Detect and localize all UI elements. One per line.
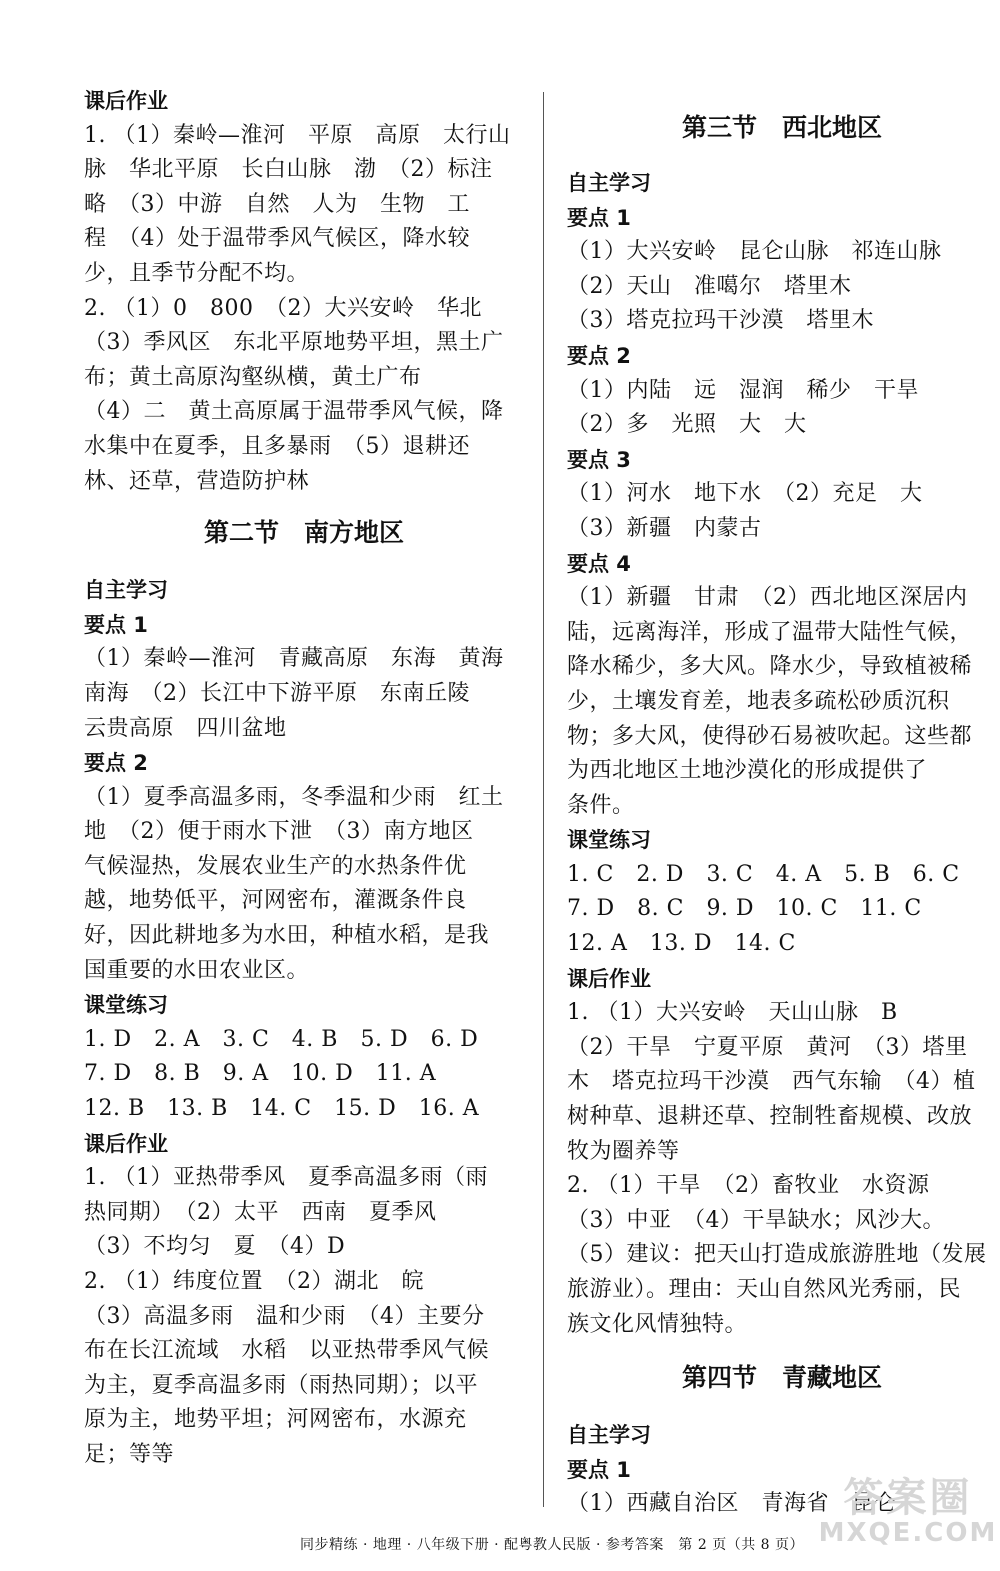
- watermark-logo: [818, 1475, 998, 1548]
- answer-line: 足；等等: [84, 1441, 175, 1467]
- answer-line: （2）天山 准噶尔 塔里木: [567, 273, 852, 299]
- answer-line: （5）建议：把天山打造成旅游胜地（发展: [567, 1242, 987, 1268]
- answer-line: 木 塔克拉玛干沙漠 西气东输 （4）植: [567, 1069, 976, 1095]
- answer-line: （4）二 黄土高原属于温带季风气候，降: [84, 399, 504, 425]
- section-label: 自主学习: [567, 171, 651, 195]
- answer-line: 1. D 2. A 3. C 4. B 5. D 6. D: [84, 1026, 479, 1052]
- answer-line: 为主，夏季高温多雨（雨热同期）；以平: [84, 1372, 479, 1398]
- answer-line: 树种草、退耕还草、控制牲畜规模、改放: [567, 1104, 973, 1130]
- section-label: 课后作业: [567, 966, 651, 991]
- section-label: 课堂练习: [567, 828, 651, 853]
- answer-line: （1）秦岭—淮河 青藏高原 东海 黄海: [84, 646, 504, 672]
- right-column: [567, 108, 997, 1522]
- answer-line: 12. A 13. D 14. C: [567, 931, 796, 957]
- answer-line: 越，地势低平，河网密布，灌溉条件良: [84, 888, 467, 914]
- page-footer: 同步精练 · 地理 · 八年级下册 · 配粤教人民版 · 参考答案 第 2 页（共 8 页）: [300, 1537, 805, 1553]
- answer-line: 2. （1）纬度位置 （2）湖北 皖: [84, 1269, 424, 1294]
- answer-line: （3）中亚 （4）干旱缺水；风沙大。: [567, 1207, 945, 1233]
- answer-line: 7. D 8. B 9. A 10. D 11. A: [84, 1061, 437, 1087]
- answer-block: [84, 119, 524, 500]
- key-point-label: 要点 3: [567, 447, 631, 472]
- answer-line: 2. （1）0 800 （2）大兴安岭 华北: [84, 295, 482, 321]
- answer-line: 布；黄土高原沟壑纵横，黄土广布: [84, 364, 422, 390]
- answer-line: 热同期） （2）太平 西南 夏季风: [84, 1199, 437, 1225]
- answer-line: 水集中在夏季，且多暴雨 （5）退耕还: [84, 433, 470, 459]
- answer-line: （1）内陆 远 湿润 稀少 干旱: [567, 377, 919, 403]
- section-label: 课后作业: [84, 89, 168, 113]
- watermark-text: 答案圈: [843, 1475, 973, 1521]
- answer-line: （1）河水 地下水 （2）充足 大: [567, 481, 923, 507]
- answer-line: （3）高温多雨 温和少雨 （4）主要分: [84, 1303, 485, 1329]
- watermark-url: MXQE.COM: [818, 1518, 998, 1548]
- answer-line: 族文化风情独特。: [567, 1311, 748, 1337]
- answer-line: 脉 华北平原 长白山脉 渤 （2）标注: [84, 157, 493, 183]
- key-point-label: 要点 2: [84, 751, 148, 776]
- answer-line: 物；多大风，使得砂石易被吹起。这些都: [567, 723, 973, 749]
- key-point-label: 要点 1: [567, 205, 631, 230]
- section-label: 自主学习: [84, 578, 168, 603]
- answer-line: （3）新疆 内蒙古: [567, 515, 762, 541]
- answer-line: 降水稀少，多大风。降水少，导致植被稀: [567, 654, 973, 680]
- answer-line: 少，且季节分配不均。: [84, 260, 310, 286]
- answer-line: 7. D 8. C 9. D 10. C 11. C: [567, 896, 922, 922]
- section-label: 课后作业: [84, 1131, 168, 1156]
- answer-line: 2. （1）干旱 （2）畜牧业 水资源: [567, 1173, 930, 1199]
- answer-line: 少，土壤发育差，地表多疏松砂质沉积: [567, 688, 950, 714]
- answer-line: 牧为圈养等: [567, 1138, 680, 1164]
- answer-line: 1. （1）亚热带季风 夏季高温多雨（雨: [84, 1165, 488, 1191]
- answer-line: （1）夏季高温多雨，冬季温和少雨 红土: [84, 784, 504, 810]
- answer-line: 为西北地区土地沙漠化的形成提供了: [567, 758, 928, 784]
- answer-line: 条件。: [567, 792, 635, 818]
- answer-line: （3）季风区 东北平原地势平坦，黑土广: [84, 330, 504, 356]
- section-heading: 第三节 西北地区: [681, 113, 882, 142]
- section-heading: 第四节 青藏地区: [681, 1363, 882, 1393]
- answer-line: 好，因此耕地多为水田，种植水稻，是我: [84, 923, 490, 949]
- answer-line: 南海 （2）长江中下游平原 东南丘陵: [84, 680, 470, 706]
- answer-line: 地 （2）便于雨水下泄 （3）南方地区: [84, 819, 474, 845]
- answer-line: 林、还草，营造防护林: [84, 468, 310, 494]
- answer-line: （3）塔克拉玛干沙漠 塔里木: [567, 308, 874, 334]
- left-column: [84, 84, 524, 1473]
- answer-line: 1. C 2. D 3. C 4. A 5. B 6. C: [567, 861, 960, 887]
- answer-line: （2）干旱 宁夏平原 黄河 （3）塔里: [567, 1034, 968, 1060]
- section-heading: 第二节 南方地区: [203, 518, 404, 548]
- section-label: 自主学习: [567, 1423, 651, 1448]
- answer-line: 12. B 13. B 14. C 15. D 16. A: [84, 1096, 480, 1122]
- answer-line: 陆，远离海洋，形成了温带大陆性气候，: [567, 619, 973, 645]
- key-point-label: 要点 2: [567, 343, 631, 368]
- answer-line: 略 （3）中游 自然 人为 生物 工: [84, 191, 470, 217]
- answer-line: 云贵高原 四川盆地: [84, 715, 287, 741]
- answer-line: 原为主，地势平坦；河网密布，水源充: [84, 1407, 467, 1433]
- answer-line: 程 （4）处于温带季风气候区，降水较: [84, 226, 470, 252]
- answer-line: 旅游业）。理由：天山自然风光秀丽，民: [567, 1277, 962, 1302]
- answer-line: （1）大兴安岭 昆仑山脉 祁连山脉: [567, 239, 942, 265]
- answer-line: 布在长江流域 水稻 以亚热带季风气候: [84, 1338, 490, 1364]
- answer-line: 1. （1）秦岭—淮河 平原 高原 太行山: [84, 122, 511, 148]
- answer-line: 气候湿热，发展农业生产的水热条件优: [84, 853, 467, 879]
- column-divider: [543, 92, 544, 1507]
- answer-line: （2）多 光照 大 大: [567, 412, 807, 438]
- answer-line: （3）不均匀 夏 （4）D: [84, 1234, 346, 1260]
- key-point-label: 要点 1: [567, 1457, 631, 1482]
- answer-line: （1）新疆 甘肃 （2）西北地区深居内: [567, 585, 968, 611]
- answer-line: （1）西藏自治区 青海省 昆仑: [567, 1491, 897, 1517]
- answer-line: 1. （1）大兴安岭 天山山脉 B: [567, 1000, 898, 1026]
- section-label: 课堂练习: [84, 993, 168, 1018]
- key-point-label: 要点 4: [567, 551, 631, 576]
- key-point-label: 要点 1: [84, 612, 148, 637]
- answer-line: 国重要的水田农业区。: [84, 957, 310, 983]
